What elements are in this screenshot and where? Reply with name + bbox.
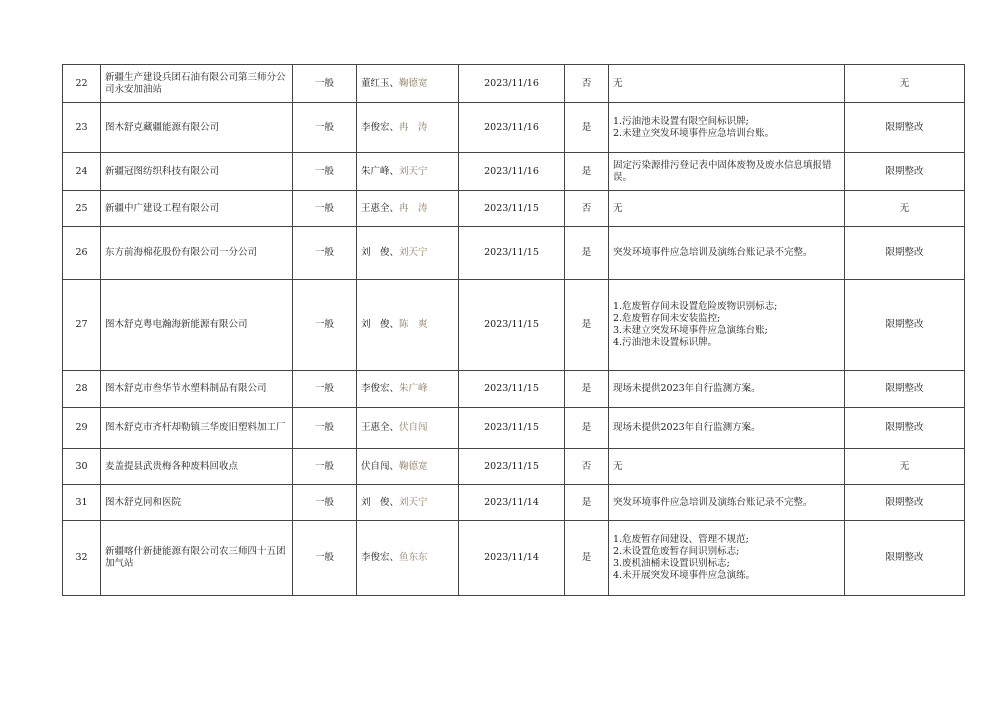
inspector-secondary: 冉 涛 (399, 121, 428, 133)
issue-item: 现场未提供2023年自行监测方案。 (613, 422, 761, 433)
risk-level: 一般 (293, 191, 357, 227)
inspection-date: 2023/11/15 (459, 227, 565, 280)
table-row (63, 153, 965, 191)
inspector-secondary: 鱼东东 (399, 552, 428, 563)
issue-item: 2.危废暂存间未安装监控; (613, 313, 721, 324)
inspection-date: 2023/11/15 (459, 191, 565, 227)
inspector-secondary: 朱广峰 (399, 383, 428, 394)
rectification-result: 无 (845, 191, 965, 227)
issue-item: 4.污油池未设置标识牌。 (613, 337, 718, 348)
issue-item: 无 (613, 77, 623, 89)
inspector-primary: 李俊宏、 (361, 121, 400, 133)
row-number: 23 (63, 103, 101, 153)
row-number: 27 (63, 280, 101, 371)
inspector-primary: 李俊宏、 (361, 383, 400, 394)
issue-item: 固定污染源排污登记表中固体废物及废水信息填报错误。 (613, 159, 832, 183)
company-name: 图木舒克粤电瀚海新能源有限公司 (101, 280, 293, 371)
inspector-secondary: 刘天宁 (399, 247, 428, 258)
issue-item: 突发环境事件应急培训及演练台账记录不完整。 (613, 247, 813, 258)
risk-level: 一般 (293, 65, 357, 103)
inspectors (357, 449, 459, 485)
has-issues-flag: 是 (565, 103, 609, 153)
issue-list (609, 191, 845, 227)
company-name: 新疆生产建设兵团石油有限公司第三师分公司永安加油站 (101, 65, 293, 103)
inspectors (357, 408, 459, 449)
issue-list (609, 521, 845, 596)
company-name: 图木舒克市齐杆却勒镇三华废旧塑料加工厂 (101, 408, 293, 449)
table-row (63, 103, 965, 153)
table-row (63, 191, 965, 227)
rectification-result: 限期整改 (845, 408, 965, 449)
inspector-secondary: 陈 爽 (399, 319, 428, 330)
table-row (63, 227, 965, 280)
inspectors (357, 191, 459, 227)
inspectors (357, 485, 459, 521)
issue-item: 现场未提供2023年自行监测方案。 (613, 383, 761, 394)
inspection-date: 2023/11/14 (459, 521, 565, 596)
row-number: 31 (63, 485, 101, 521)
company-name: 新疆喀什新捷能源有限公司农三师四十五团加气站 (101, 521, 293, 596)
inspector-secondary: 刘天宁 (399, 496, 428, 508)
rectification-result: 限期整改 (845, 103, 965, 153)
risk-level: 一般 (293, 153, 357, 191)
row-number: 24 (63, 153, 101, 191)
company-name: 新疆中广建设工程有限公司 (101, 191, 293, 227)
inspector-primary: 李俊宏、 (361, 552, 400, 563)
table-row (63, 65, 965, 103)
issue-list (609, 103, 845, 153)
has-issues-flag: 是 (565, 371, 609, 408)
issue-item: 3.废机油桶未设置识别标志; (613, 558, 730, 569)
inspectors (357, 153, 459, 191)
issue-item: 2.未建立突发环境事件应急培训台账。 (613, 127, 775, 139)
inspectors (357, 280, 459, 371)
inspector-secondary: 刘天宁 (399, 165, 428, 177)
company-name: 图木舒克市叁华节水塑料制品有限公司 (101, 371, 293, 408)
table-body (63, 65, 965, 596)
has-issues-flag: 否 (565, 191, 609, 227)
row-number: 22 (63, 65, 101, 103)
inspector-secondary: 伏自闯 (399, 422, 428, 433)
issue-item: 3.未建立突发环境事件应急演练台账; (613, 325, 768, 336)
issue-list (609, 449, 845, 485)
risk-level: 一般 (293, 103, 357, 153)
issue-item: 无 (613, 202, 623, 214)
risk-level: 一般 (293, 408, 357, 449)
has-issues-flag: 是 (565, 485, 609, 521)
issue-list (609, 371, 845, 408)
inspector-primary: 董红玉、 (361, 77, 400, 89)
table-row (63, 371, 965, 408)
inspection-date: 2023/11/14 (459, 485, 565, 521)
inspector-primary: 朱广峰、 (361, 165, 400, 177)
rectification-result: 限期整改 (845, 280, 965, 371)
rectification-result: 无 (845, 65, 965, 103)
issue-list (609, 408, 845, 449)
issue-item: 无 (613, 460, 623, 472)
issue-item: 4.未开展突发环境事件应急演练。 (613, 570, 756, 581)
inspection-date: 2023/11/15 (459, 280, 565, 371)
inspection-date: 2023/11/15 (459, 449, 565, 485)
inspector-secondary: 鞠德宽 (399, 77, 428, 89)
inspection-date: 2023/11/15 (459, 371, 565, 408)
inspection-date: 2023/11/16 (459, 103, 565, 153)
inspection-date: 2023/11/16 (459, 65, 565, 103)
inspection-date: 2023/11/16 (459, 153, 565, 191)
row-number: 32 (63, 521, 101, 596)
issue-item: 2.未设置危废暂存间识别标志; (613, 546, 740, 557)
inspector-primary: 伏自闯、 (361, 460, 400, 472)
has-issues-flag: 是 (565, 153, 609, 191)
risk-level: 一般 (293, 371, 357, 408)
issue-list (609, 485, 845, 521)
table-row (63, 408, 965, 449)
company-name: 图木舒克同和医院 (101, 485, 293, 521)
company-name: 麦盖提县武贵梅各种废料回收点 (101, 449, 293, 485)
row-number: 28 (63, 371, 101, 408)
inspectors (357, 227, 459, 280)
rectification-result: 限期整改 (845, 153, 965, 191)
risk-level: 一般 (293, 227, 357, 280)
issue-list (609, 65, 845, 103)
issue-item: 1.污油池未设置有限空间标识牌; (613, 115, 749, 127)
inspector-secondary: 冉 涛 (399, 202, 428, 214)
risk-level: 一般 (293, 449, 357, 485)
risk-level: 一般 (293, 521, 357, 596)
issue-item: 1.危废暂存间未设置危险废物识别标志; (613, 301, 778, 312)
inspector-primary: 王惠全、 (361, 202, 400, 214)
inspectors (357, 65, 459, 103)
rectification-result: 无 (845, 449, 965, 485)
issue-item: 突发环境事件应急培训及演练台账记录不完整。 (613, 496, 813, 508)
has-issues-flag: 是 (565, 521, 609, 596)
company-name: 新疆冠图纺织科技有限公司 (101, 153, 293, 191)
has-issues-flag: 否 (565, 65, 609, 103)
table-row (63, 485, 965, 521)
inspection-table (62, 64, 965, 596)
row-number: 25 (63, 191, 101, 227)
inspectors (357, 103, 459, 153)
issue-list (609, 280, 845, 371)
row-number: 26 (63, 227, 101, 280)
company-name: 图木舒克藏疆能源有限公司 (101, 103, 293, 153)
company-name: 东方前海棉花股份有限公司一分公司 (101, 227, 293, 280)
risk-level: 一般 (293, 485, 357, 521)
table-row (63, 280, 965, 371)
has-issues-flag: 是 (565, 227, 609, 280)
has-issues-flag: 是 (565, 280, 609, 371)
inspector-primary: 刘 俊、 (361, 247, 400, 258)
inspector-primary: 刘 俊、 (361, 496, 400, 508)
inspector-primary: 刘 俊、 (361, 319, 400, 330)
table-row (63, 521, 965, 596)
inspection-date: 2023/11/15 (459, 408, 565, 449)
inspectors (357, 521, 459, 596)
risk-level: 一般 (293, 280, 357, 371)
row-number: 29 (63, 408, 101, 449)
has-issues-flag: 是 (565, 408, 609, 449)
table-row (63, 449, 965, 485)
inspector-primary: 王惠全、 (361, 422, 400, 433)
rectification-result: 限期整改 (845, 371, 965, 408)
has-issues-flag: 否 (565, 449, 609, 485)
inspectors (357, 371, 459, 408)
row-number: 30 (63, 449, 101, 485)
issue-list (609, 153, 845, 191)
rectification-result: 限期整改 (845, 227, 965, 280)
issue-item: 1.危废暂存间建设、管理不规范; (613, 534, 749, 545)
rectification-result: 限期整改 (845, 521, 965, 596)
issue-list (609, 227, 845, 280)
inspector-secondary: 鞠德宽 (399, 460, 428, 472)
rectification-result: 限期整改 (845, 485, 965, 521)
